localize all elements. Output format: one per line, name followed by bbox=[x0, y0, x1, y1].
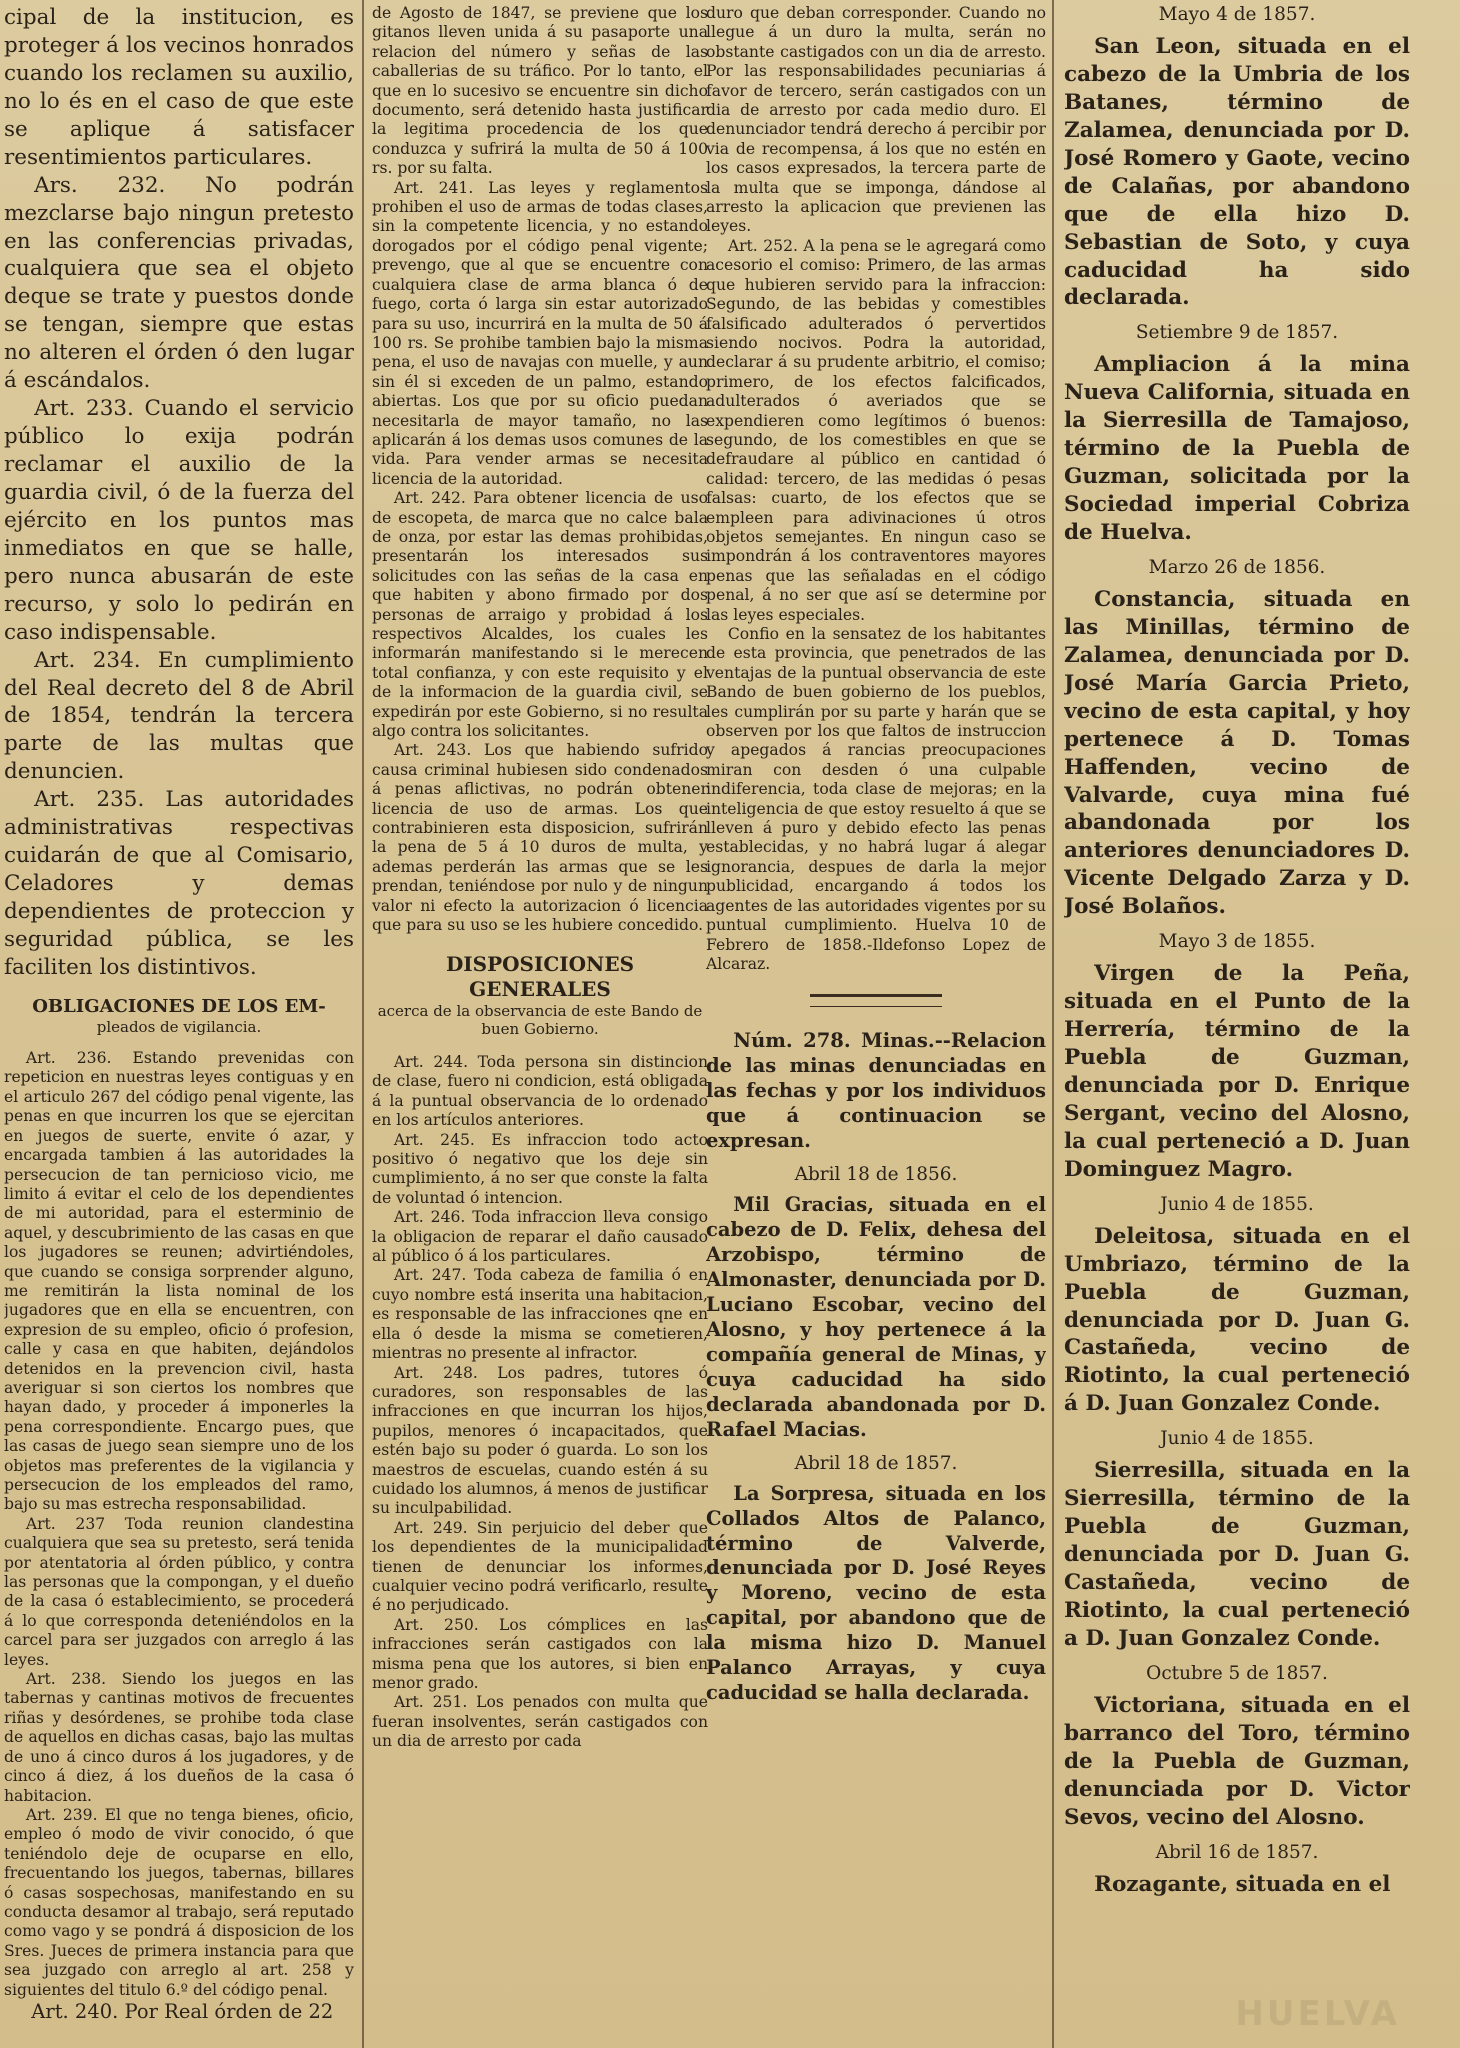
ornamental-rule bbox=[810, 994, 942, 1007]
column-4 bbox=[1064, 4, 1410, 2040]
article-238: Art. 238. Siendo los juegos en las tabernas y cantinas motivos de frecuentes riñas y desórdenes, se prohibe toda clase de aquellos en dichas casas, bajo las multas de uno á cinco duros á los jugadores, y de cinco á diez, á los dueños de la casa ó habitacion. bbox=[4, 1670, 354, 1805]
article-236: Art. 236. Estando prevenidas con repeticion en nuestras leyes contiguas y en el articulo 267 del código penal vigente, las penas en que incurren los que se ejercitan en juegos de suerte, envite ó azar, y encargada tambien á las autoridades la persecucion de tan pernicioso vicio, me limito á evitar el celo de los dependientes de mi autoridad, para el esterminio de aquel, y descubrimiento de las casas en que los jugadores se reunen; advirtiéndoles, que cuando se consiga sorprender alguno, me remitirán la lista nominal de los jugadores que en ella se encuentren, con expresion de su empleo, oficio ó profesion, calle y casa en que habiten, dejándolos detenidos en la prevencion civil, hasta averiguar si son ciertos los nombres que hayan dado, y proceder á imponerles la pena correspondiente. Encargo pues, que las casas de juego sean siempre uno de los objetos mas preferentes de la vigilancia y persecucion de los empleados del ramo, bajo su mas estrecha responsabilidad. bbox=[4, 1049, 354, 1514]
mine-entry: Ampliacion á la mina Nueva California, situada en la Sierresilla de Tamajoso, término de la Puebla de Guzman, solicitada por la Sociedad imperial Cobriza de Huelva. bbox=[1064, 352, 1410, 545]
column-3 bbox=[706, 4, 1046, 2040]
article-251: Art. 251. Los penados con multa que fueran insolventes, serán castigados con un dia de arresto por cada bbox=[372, 1693, 708, 1751]
section-heading-subtitle: acerca de la observancia de este Bando de buen Gobierno. bbox=[377, 1001, 703, 1039]
article-248: Art. 248. Los padres, tutores ó curadores, son responsables de las infracciones en que incurran los hijos, pupilos, menores ó incapacitados, que estén bajo su poder ó guarda. Lo son los maestros de escuelas, cuando estén á su cuidado los alumnos, á menos de justificar su inculpabilidad. bbox=[372, 1363, 708, 1518]
date-line: Abril 18 de 1856. bbox=[794, 1164, 958, 1186]
date-line: Octubre 5 de 1857. bbox=[1146, 1662, 1328, 1684]
archive-watermark: HUELVA bbox=[1235, 1994, 1400, 2034]
article-241: Art. 241. Las leyes y reglamentos prohiben el uso de armas de todas clases, sin la competente licencia, y no estando dorogados por el código penal vigente; prevengo, que al que se encuentre con cualquiera clase de arma blanca ó de fuego, corta ó larga sin estar autorizado para su uso, incurrirá en la multa de 50 á 100 rs. Se prohibe tambien bajo la misma pena, el uso de navajas con muelle, y aun sin él si exceden de un palmo, estando abiertas. Los que por su oficio puedan necesitarla de mayor tamaño, no las aplicarán á los demas usos comunes de la vida. Para vender armas se necesita licencia de la autoridad. bbox=[372, 178, 708, 488]
section-heading bbox=[372, 952, 708, 1040]
date-line: Setiembre 9 de 1857. bbox=[1135, 322, 1339, 344]
article-252: Art. 252. A la pena se le agregará como acesorio el comiso: Primero, de las armas que hubieren servido para la infraccion: Segundo, de las bebidas y comestibles falsificado adulterados ó pervertidos siendo nocivos. Podra la autoridad, declarar á su prudente arbitrio, el comiso; primero, de los efectos falcificados, adulterados ó averiados que se expendieren como legítimos ó buenos: segundo, de los comestibles en que se defraudare al público en cantidad ó calidad: tercero, de las medidas ó pesas falsas: cuarto, de los efectos que se empleen para adivinaciones ú otros objetos semejantes. En ningun caso se impondrán á los contraventores mayores penas que las señaladas en el código penal, á no ser que así se determine por las leyes especiales. bbox=[706, 236, 1046, 624]
article-242: Art. 242. Para obtener licencia de uso de escopeta, de marca que no calce bala de onza, por estar las demas prohibidas, presentarán los interesados sus solicitudes con las señas de la casa en que habiten y abono firmado por dos personas de arraigo y probidad á los respectivos Alcaldes, los cuales les informarán manifestando si le merecen total confianza, y con este requisito y el de la informacion de la guardia civil, se expedirán por este Gobierno, si no resulta algo contra los solicitantes. bbox=[372, 489, 708, 741]
section-heading-title: OBLIGACIONES DE LOS EM- bbox=[32, 995, 326, 1017]
paragraph: duro que deban corresponder. Cuando no llegue á un duro la multa, serán no obstante castigados con un dia de arresto. Por las responsabilidades pecuniarias á favor de tercero, serán castigados con un dia de arresto por cada medio duro. El denunciador tendrá derecho á percibir por via de recompensa, á los que no estén en los casos expresados, la tercera parte de la multa que se imponga, dándose al arresto la aplicacion que previenen las leyes. bbox=[706, 4, 1046, 236]
mine-entry: La Sorpresa, situada en los Collados Altos de Palanco, término de Valverde, denunciada por D. José Reyes y Moreno, vecino de esta capital, por abandono que de la misma hizo D. Manuel Palanco Arrayas, y cuya caducidad se halla declarada. bbox=[706, 1481, 1046, 1705]
article-246: Art. 246. Toda infraccion lleva consigo la obligacion de reparar el daño causado al público ó á los particulares. bbox=[372, 1208, 708, 1266]
mine-entry: San Leon, situada en el cabezo de la Umbria de los Batanes, término de Zalamea, denunciada por D. José Romero y Gaote, vecino de Calañas, por abandono que de ella hizo D. Sebastian de Soto, y cuya caducidad ha sido declarada. bbox=[1064, 34, 1410, 311]
section-heading-title: DISPOSICIONES GENERALES bbox=[445, 951, 635, 1001]
section-heading bbox=[4, 996, 354, 1037]
mine-entry: Sierresilla, situada en la Sierresilla, término de la Puebla de Guzman, denunciada por D. Juan G. Castañeda, vecino de Riotinto, la cual perteneció a D. Juan Gonzalez Conde. bbox=[1064, 1458, 1410, 1651]
date-line: Abril 18 de 1857. bbox=[794, 1452, 958, 1474]
mine-entry: Rozagante, situada en el bbox=[1094, 1871, 1391, 1897]
mine-entry: Virgen de la Peña, situada en el Punto de la Herrería, término de la Puebla de Guzman, denunciada por D. Enrique Sergant, vecino del Alosno, la cual perteneció a D. Juan Dominguez Magro. bbox=[1064, 961, 1410, 1182]
article-239: Art. 239. El que no tenga bienes, oficio, empleo ó modo de vivir conocido, ó que teniéndolo deje de ocuparse en ello, frecuentando los juegos, tabernas, billares ó casas sospechosas, manifestando en su conducta desamor al trabajo, será reputado como vago y se pondrá á disposicion de los Sres. Jueces de primera instancia para que sea juzgado con arreglo al art. 258 y siguientes del titulo 6.º del código penal. bbox=[4, 1805, 354, 1999]
column-rule bbox=[362, 0, 364, 2048]
date-line: Junio 4 de 1855. bbox=[1160, 1428, 1314, 1450]
date-line: Mayo 3 de 1855. bbox=[1158, 931, 1316, 953]
article-234: Art. 234. En cumplimiento del Real decreto del 8 de Abril de 1854, tendrán la tercera parte de las multas que denuncien. bbox=[4, 647, 354, 785]
column-1 bbox=[4, 4, 354, 2040]
date-line: Mayo 4 de 1857. bbox=[1158, 4, 1316, 25]
column-2 bbox=[372, 4, 708, 2040]
article-233: Art. 233. Cuando el servicio público lo exija podrán reclamar el auxilio de la guardia civil, ó de la fuerza del ejército en los puntos mas inmediatos en que se halle, pero nunca abusarán de este recurso, y solo lo pedirán en caso indispensable. bbox=[4, 396, 354, 645]
closing-paragraph: Confio en la sensatez de los habitantes de esta provincia, que penetrados de las ventajas de la puntual observancia de este Bando de buen gobierno de los pueblos, les cumplirán por su parte y harán que se observen por los que faltos de instruccion y apegados á rancias preocupaciones miran con desden ó una culpable indiferencia, toda clase de mejoras; en la inteligencia de que estoy resuelto á que se lleven á puro y debido efecto las penas establecidas, y no habrá lugar á alegar ignorancia, despues de darla la mejor publicidad, encargando á todos los agentes de las autoridades vigentes por su puntual cumplimiento. Huelva 10 de Febrero de 1858.-Ildefonso Lopez de Alcaraz. bbox=[706, 625, 1046, 973]
mine-entry: Victoriana, situada en el barranco del Toro, término de la Puebla de Guzman, denunciada por D. Victor Sevos, vecino del Alosno. bbox=[1064, 1692, 1410, 1830]
mine-entry: Deleitosa, situada en el Umbriazo, término de la Puebla de Guzman, denunciada por D. Juan G. Castañeda, vecino de Riotinto, la cual perteneció á D. Juan Gonzalez Conde. bbox=[1064, 1223, 1410, 1417]
article-247: Art. 247. Toda cabeza de familia ó en cuyo nombre está inserita una habitacion, es responsable de las infracciones qne en ella ó desde la misma se cometieren, mientras no presente al infractor. bbox=[372, 1266, 708, 1363]
date-line: Junio 4 de 1855. bbox=[1160, 1193, 1314, 1215]
article-250: Art. 250. Los cómplices en las infracciones serán castigados con la misma pena que los autores, si bien en menor grado. bbox=[372, 1615, 708, 1692]
section-heading-subtitle: pleados de vigilancia. bbox=[96, 1018, 262, 1037]
paragraph: de Agosto de 1847, se previene que los gitanos lleven unida á su pasaporte una relacion del número y señas de las caballerias de su tráfico. Por lo tanto, el que en lo sucesivo se encuentre sin dicho documento, será detenido hasta justificar la legitima procedencia de los que conduzca y sufrirá la multa de 50 á 100 rs. por su falta. bbox=[372, 4, 708, 178]
article-232: Ars. 232. No podrán mezclarse bajo ningun pretesto en las conferencias privadas, cualquiera que sea el objeto deque se trate y puestos donde se tengan, siempre que estas no alteren el órden ó den lugar á escándalos. bbox=[4, 172, 354, 394]
date-line: Abril 16 de 1857. bbox=[1155, 1841, 1319, 1863]
article-245: Art. 245. Es infraccion todo acto positivo ó negativo que los deje sin cumplimiento, á no ser que conste la falta de voluntad ó intencion. bbox=[372, 1130, 708, 1207]
article-235: Art. 235. Las autoridades administrativas respectivas cuidarán de que al Comisario, Celadores y demas dependientes de proteccion y seguridad pública, se les faciliten los distintivos. bbox=[4, 787, 354, 980]
article-240: Art. 240. Por Real órden de 22 bbox=[31, 1999, 334, 2023]
date-line: Marzo 26 de 1856. bbox=[1148, 556, 1326, 578]
article-244: Art. 244. Toda persona sin distincion de clase, fuero ni condicion, está obligada á la puntual observancia de lo ordenado en los artículos anteriores. bbox=[372, 1053, 708, 1130]
paragraph: cipal de la institucion, es proteger á los vecinos honrados cuando los reclamen su auxilio, no lo és en el caso de que este se aplique á satisfacer resentimientos particulares. bbox=[4, 5, 354, 170]
notice-278: Núm. 278. Minas.--Relacion de las minas denunciadas en las fechas y por los individuos que á continuacion se expresan. bbox=[706, 1029, 1046, 1153]
article-237: Art. 237 Toda reunion clandestina cualquiera que sea su pretesto, será tenida por atentatoria al órden público, y contra las personas que la compongan, y el dueño de la casa ó establecimiento, se procederá á lo que corresponda deteniéndolos en la carcel para ser juzgados con arreglo á las leyes. bbox=[4, 1514, 354, 1669]
article-249: Art. 249. Sin perjuicio del deber que los dependientes de la municipalidad tienen de denunciar los informes, cualquier vecino podrá verificarlo, resulte é no perjudicado. bbox=[372, 1518, 708, 1615]
article-243: Art. 243. Los que habiendo sufrido causa criminal hubiesen sido condenados á penas aflictivas, no podrán obtener licencia de uso de armas. Los que contrabinieren esta disposicion, sufrirán la pena de 5 á 10 duros de multa, y ademas perderán las armas que se les prendan, teniéndose por nulo y de ningun valor ni efecto la autorizacion ó licencia que para su uso se les hubiere concedido. bbox=[372, 741, 708, 935]
mine-entry: Constancia, situada en las Minillas, término de Zalamea, denunciada por D. José María Garcia Prieto, vecino de esta capital, y hoy pertenece á D. Tomas Haffenden, vecino de Valvarde, cuya mina fué abandonada por los anteriores denunciadores D. Vicente Delgado Zarza y D. José Bolaños. bbox=[1064, 586, 1410, 920]
column-rule bbox=[1052, 0, 1054, 2048]
mine-entry: Mil Gracias, situada en el cabezo de D. Felix, dehesa del Arzobispo, término de Almonaster, denunciada por D. Luciano Escobar, vecino del Alosno, y hoy pertenece á la compañía general de Minas, y cuya caducidad ha sido declarada abandonada por D. Rafael Macias. bbox=[706, 1193, 1046, 1441]
